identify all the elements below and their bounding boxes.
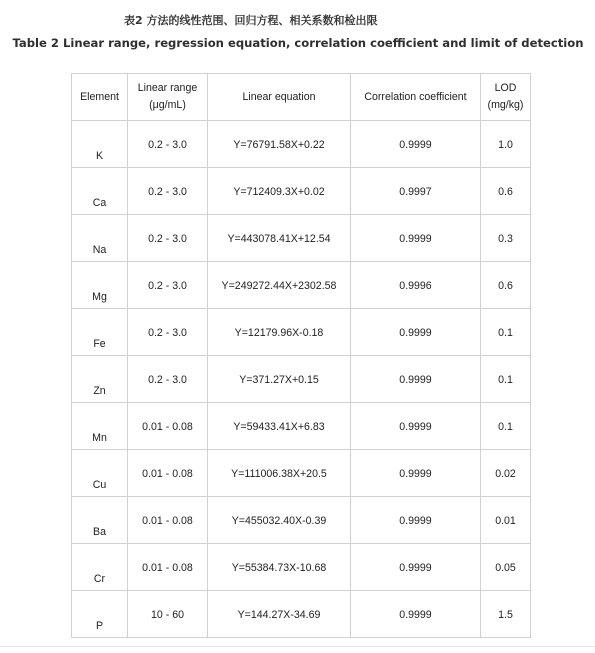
header-linear-range [128,74,208,121]
correlation-coefficient-cell: 0.9999 [351,403,481,450]
element-cell [72,450,128,497]
correlation-coefficient-cell: 0.9999 [351,544,481,591]
element-symbol: Mg [92,291,107,303]
table-row [72,497,531,544]
linear-equation-cell: Y=55384.73X-10.68 [208,544,351,591]
table-row [72,168,531,215]
bottom-divider [0,646,595,647]
correlation-coefficient-cell: 0.9996 [351,262,481,309]
linear-range-cell: 0.2 - 3.0 [128,262,208,309]
table-row [72,403,531,450]
header-lod-unit: (mg/kg) [487,99,524,111]
linear-equation-cell: Y=249272.44X+2302.58 [208,262,351,309]
element-symbol: Cr [93,573,106,585]
header-element-label: Element [80,90,119,103]
correlation-coefficient-cell: 0.9999 [351,356,481,403]
element-cell [72,309,128,356]
element-symbol: Fe [93,338,106,350]
lod-cell: 1.0 [481,121,531,168]
lod-cell: 0.6 [481,262,531,309]
table-title-chinese: 表2 方法的线性范围、回归方程、相关系数和检出限 [124,14,378,27]
table-row [72,544,531,591]
table-row [72,591,531,638]
linear-equation-cell: Y=111006.38X+20.5 [208,450,351,497]
lod-cell: 0.01 [481,497,531,544]
lod-cell: 0.3 [481,215,531,262]
lod-cell: 0.1 [481,356,531,403]
linear-range-cell: 0.01 - 0.08 [128,403,208,450]
element-cell [72,121,128,168]
header-lod [481,74,531,121]
header-correlation-coefficient [351,74,481,121]
lod-cell: 0.1 [481,309,531,356]
header-element [72,74,128,121]
correlation-coefficient-cell: 0.9999 [351,450,481,497]
element-symbol: K [95,150,104,162]
linear-range-cell: 0.01 - 0.08 [128,450,208,497]
lod-cell: 0.05 [481,544,531,591]
linear-equation-cell: Y=76791.58X+0.22 [208,121,351,168]
header-correlation-coefficient-label: Correlation coefficient [364,90,467,103]
linear-equation-cell: Y=443078.41X+12.54 [208,215,351,262]
table-row [72,121,531,168]
lod-cell: 0.6 [481,168,531,215]
linear-range-cell: 0.2 - 3.0 [128,168,208,215]
correlation-coefficient-cell: 0.9999 [351,121,481,168]
table-row [72,309,531,356]
element-cell [72,544,128,591]
linear-equation-cell: Y=59433.41X+6.83 [208,403,351,450]
linear-range-cell: 0.2 - 3.0 [128,215,208,262]
lod-cell: 0.02 [481,450,531,497]
correlation-coefficient-cell: 0.9999 [351,497,481,544]
correlation-coefficient-cell: 0.9999 [351,309,481,356]
header-lod-label: LOD [494,82,517,94]
element-cell [72,262,128,309]
header-linear-equation [208,74,351,121]
linear-equation-cell: Y=12179.96X-0.18 [208,309,351,356]
linear-equation-cell: Y=144.27X-34.69 [208,591,351,638]
element-symbol: Na [92,244,107,256]
header-linear-range-label: Linear range [137,82,198,94]
linear-equation-cell: Y=371.27X+0.15 [208,356,351,403]
correlation-coefficient-cell: 0.9999 [351,215,481,262]
table-header-row [72,74,531,121]
table-body [72,121,531,638]
element-symbol: P [95,620,104,632]
results-table [71,73,531,638]
linear-range-cell: 0.2 - 3.0 [128,121,208,168]
linear-equation-cell: Y=455032.40X-0.39 [208,497,351,544]
table-title-english: Table 2 Linear range, regression equation, correlation coefficient and limit of detection [12,36,584,50]
linear-range-cell: 0.01 - 0.08 [128,497,208,544]
element-symbol: Ca [92,197,107,209]
linear-range-cell: 10 - 60 [128,591,208,638]
linear-range-cell: 0.2 - 3.0 [128,309,208,356]
element-cell [72,497,128,544]
lod-cell: 1.5 [481,591,531,638]
element-cell [72,403,128,450]
element-cell [72,215,128,262]
element-symbol: Cu [92,479,107,491]
table-row [72,356,531,403]
linear-equation-cell: Y=712409.3X+0.02 [208,168,351,215]
header-linear-equation-label: Linear equation [242,90,316,103]
element-symbol: Zn [93,385,106,397]
header-linear-range-unit: (μg/mL) [149,99,186,111]
table-row [72,215,531,262]
correlation-coefficient-cell: 0.9997 [351,168,481,215]
element-cell [72,356,128,403]
linear-range-cell: 0.01 - 0.08 [128,544,208,591]
table-row [72,450,531,497]
correlation-coefficient-cell: 0.9999 [351,591,481,638]
table-row [72,262,531,309]
lod-cell: 0.1 [481,403,531,450]
element-cell [72,591,128,638]
element-symbol: Mn [92,432,107,444]
element-cell [72,168,128,215]
element-symbol: Ba [93,526,106,538]
linear-range-cell: 0.2 - 3.0 [128,356,208,403]
